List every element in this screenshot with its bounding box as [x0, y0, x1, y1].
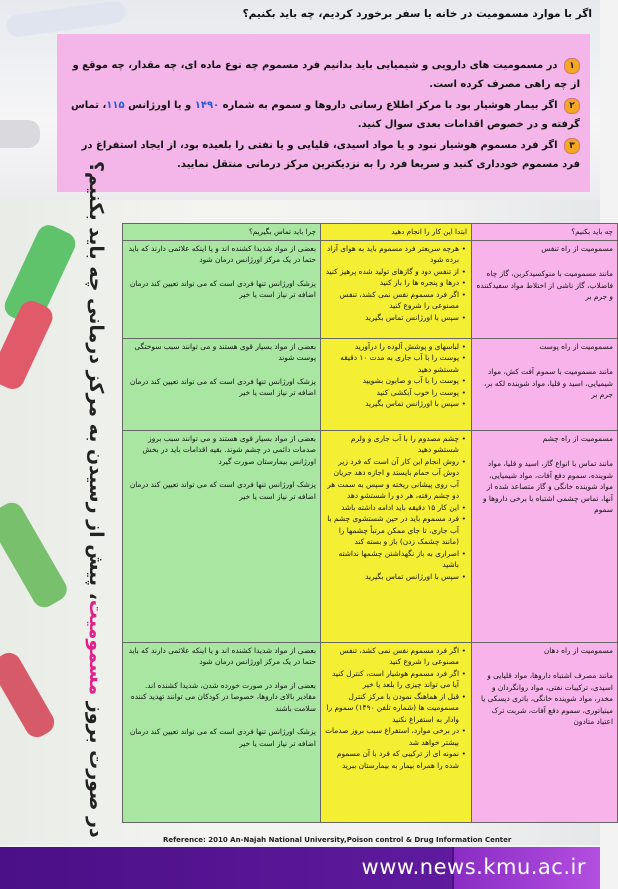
phone-poison-center: ۱۴۹۰ — [194, 100, 220, 111]
side-banner-highlight: مسمومیت — [85, 600, 107, 696]
reason-text: پزشک اورژانس تنها فردی است که می تواند تعیین کند درمان اضافه تر نیاز است یا خیر — [129, 376, 316, 397]
action-item: • سپس با اورژانس تماس بگیرید — [325, 398, 459, 410]
poison-type-cell — [472, 338, 618, 430]
table-row — [123, 240, 618, 338]
reason-text: بعضی از مواد شدیدا کشنده اند و یا اینکه علائمی دارند که باید حتما در یک مرکز اورژانس درمان شود — [128, 645, 316, 666]
action-item: • پوست را خوب آبکشی کنید — [325, 387, 459, 399]
intro-item-text: در مسمومیت های دارویی و شیمیایی باید بدانیم فرد مسموم چه نوع ماده ای، چه مقدار، چه موقع و از چه راهی مصرف کرده است. — [72, 60, 580, 90]
action-item: • اصراری به باز نگهداشتن چشمها نداشته باشید — [325, 548, 459, 571]
intro-item-text: اگر بیمار هوشیار بود با مرکز اطلاع رسانی داروها و سموم به شماره — [219, 100, 558, 111]
first-action-cell — [321, 240, 472, 338]
number-badge: ۲ — [564, 98, 580, 114]
poison-example: مانند تماس با انواع گاز، اسید و قلیا، مواد شوینده، سموم دفع آفات، مواد شیمیایی، مواد شوینده خانگی و گاز متصاعد شده از آنها، تماس چشمی اشتباه با برخی داروها و سموم — [482, 459, 613, 514]
poison-table — [122, 223, 618, 823]
poison-type: مسمومیت از راه چشم — [542, 433, 613, 443]
reason-text: پزشک اورژانس تنها فردی است که می تواند تعیین کند درمان اضافه تر نیاز است یا خیر — [129, 278, 316, 299]
number-badge: ۳ — [564, 138, 580, 154]
action-item: • اگر فرد مسموم هوشیار است، کنترل کنید آیا می تواند چیزی را بلعد یا خیر — [325, 668, 459, 691]
intro-title: اگر با موارد مسمومیت در خانه یا سفر برخورد کردیم، چه باید بکنیم؟ — [242, 8, 592, 20]
intro-item-2 — [67, 96, 580, 134]
table-row — [123, 642, 618, 822]
intro-item-1 — [67, 56, 580, 94]
action-item: • قبل از هماهنگ نمودن با مرکز کنترل مسمومیت ها (شماره تلفن ۱۴۹۰) سموم را وادار به استفراغ نکنید — [325, 691, 459, 726]
reason-text: بعضی از مواد بسیار قوی هستند و می توانند سبب بروز صدمات دائمی در چشم شوند. بقیه اقدامات باید در بخش اورژانس بیمارستان صورت گیرد — [142, 433, 316, 466]
intro-item-text: ، تماس گرفته و در خصوص اقدامات بعدی سوال کنید. — [70, 100, 580, 130]
poison-type-cell — [472, 642, 618, 822]
reason-text: بعضی از مواد شدیدا کشنده اند و یا اینکه علائمی دارند که باید حتما در یک مرکز اورژانس درمان شود — [128, 243, 316, 264]
footer-url-link[interactable]: www.news.kmu.ac.ir — [361, 855, 586, 879]
side-banner — [74, 161, 118, 838]
action-item: • پوست را با آب جاری به مدت ۱۰ دقیقه شستشو دهید — [325, 352, 459, 375]
poison-type-cell — [472, 240, 618, 338]
table-row — [123, 430, 618, 642]
column-header-first-action: ابتدا این کار را انجام دهید — [321, 224, 472, 241]
poison-example: مانند مسمومیت با منوکسیدکربن، گاز چاه فاضلاب، گاز ناشی از اختلاط مواد سفیدکننده و جرم بر — [476, 269, 613, 301]
intro-box — [57, 34, 590, 192]
action-item: • از تنفس دود و گازهای تولید شده پرهیز کنید — [325, 266, 459, 278]
reason-text: پزشک اورژانس تنها فردی است که می تواند تعیین کند درمان اضافه تر نیاز است یا خیر — [129, 727, 316, 748]
action-item: • هرچه سریعتر فرد مسموم باید به هوای آزاد برده شود — [325, 243, 459, 266]
table-header-row — [123, 224, 618, 241]
poison-type: مسمومیت از راه تنفس — [541, 243, 613, 253]
side-banner-part1: در صورت بروز — [85, 695, 107, 838]
intro-item-text: و یا اورژانس — [124, 100, 195, 111]
action-item: • سپس با اورژانس تماس بگیرید — [325, 312, 459, 324]
poison-type-cell — [472, 430, 618, 642]
first-action-cell — [321, 338, 472, 430]
poison-type: مسمومیت از راه دهان — [543, 645, 613, 655]
action-item: • چشم مصدوم را با آب جاری و ولرم شستشو دهید — [325, 433, 459, 456]
action-item: • سپس با اورژانس تماس بگیرید — [325, 571, 459, 583]
phone-emergency: ۱۱۵ — [106, 100, 125, 111]
reason-cell — [123, 338, 321, 430]
intro-item-text: اگر فرد مسموم هوشیار نبود و یا مواد اسیدی، قلیایی و یا نفتی را بلعیده بود، از ایجاد استفراغ در فرد مسموم خودداری کنید و سریعا فرد را به نزدیکترین مرکز درمانی منتقل نمایید. — [81, 140, 580, 170]
column-header-what: چه باید بکنیم؟ — [472, 224, 618, 241]
action-item: • فرد مسموم باید در حین شستشوی چشم با آب جاری، تا جای ممکن مرتباً چشمها را (مانند چشمک زدن) باز و بسته کند — [325, 513, 459, 548]
action-item: • اگر فرد مسموم نفس نمی کشد، تنفس مصنوعی را شروع کنید — [325, 289, 459, 312]
reason-cell — [123, 240, 321, 338]
action-item: • روش انجام این کار آن است که فرد زیر دوش آب حمام بایستد و اجازه دهد جریان آب روی پیشانی ریخته و سپس به سمت هر دو چشم رفته، هر دو را شستشو دهد — [325, 456, 459, 502]
number-badge: ۱ — [564, 58, 580, 74]
action-item: • درها و پنجره ها را باز کنید — [325, 277, 459, 289]
first-action-cell — [321, 642, 472, 822]
action-item: • این کار ۱۵ دقیقه باید ادامه داشته باشد — [325, 502, 459, 514]
action-item: • اگر فرد مسموم نفس نمی کشد، تنفس مصنوعی را شروع کنید — [325, 645, 459, 668]
side-banner-part2: ، پیش از رسیدن به مرکز درمانی چه باید بکنیم؟ — [85, 161, 107, 601]
action-item: • لباسهای و پوشش آلوده را درآورید — [325, 341, 459, 353]
reason-text: پزشک اورژانس تنها فردی است که می تواند تعیین کند درمان اضافه تر نیاز است یا خیر — [129, 480, 316, 501]
first-action-cell — [321, 430, 472, 642]
pill-decoration — [0, 120, 40, 148]
intro-item-3 — [67, 136, 580, 174]
reason-cell — [123, 642, 321, 822]
poison-type: مسمومیت از راه پوست — [539, 341, 613, 351]
table-row — [123, 338, 618, 430]
action-item: • در برخی موارد، استفراغ سبب بروز صدمات بیشتر خواهد شد — [325, 725, 459, 748]
reference-note: Reference: 2010 An-Najah National University,Poison control & Drug Information Center — [163, 836, 512, 844]
poison-example: مانند مصرف اشتباه داروها، مواد قلیایی و اسیدی، ترکیبات نفتی، مواد روانگردان و مخدر، مواد شوینده خانگی، باتری دیسکی یا مینیاتوری، سموم دفع آفات، شربت ترک اعتیاد متادون — [480, 671, 613, 726]
reason-text: بعضی از مواد در صورت خورده شدن، شدیدا کشنده اند. مقادیر بالای داروها، خصوصا در کودکان می توانند تهدید کننده سلامت باشند — [130, 680, 316, 713]
column-header-why: چرا باید تماس بگیریم؟ — [123, 224, 321, 241]
poison-example: مانند مسمومیت با سموم آفت کش، مواد شیمیایی، اسید و قلیا، مواد شوینده لکه بر، جرم بر — [484, 367, 613, 399]
action-item: • نمونه ای از ترکیبی که فرد با آن مسموم شده را همراه بیمار به بیمارستان ببرید — [325, 748, 459, 771]
action-item: • پوست را با آب و صابون بشویید — [325, 375, 459, 387]
reason-text: بعضی از مواد بسیار قوی هستند و می توانند سبب سوختگی پوست شوند — [134, 341, 316, 362]
reason-cell — [123, 430, 321, 642]
